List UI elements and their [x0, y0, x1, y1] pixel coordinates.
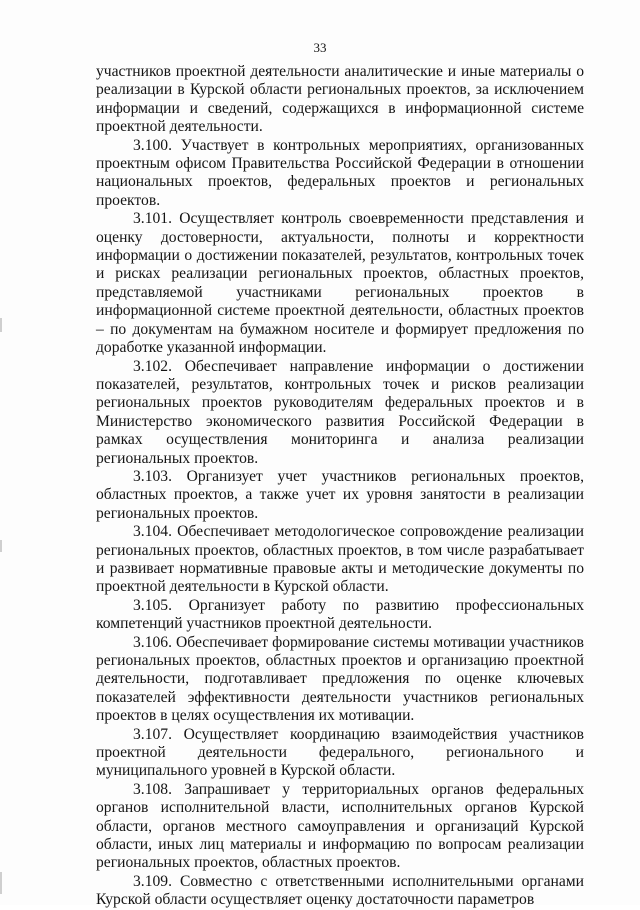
- paragraph-3-103: 3.103. Организует учет участников региональных проектов, областных проектов, а также учет их уровня занятости в реализации региональных проектов.: [96, 467, 584, 522]
- document-body: [96, 63, 584, 910]
- paragraph-3-109: 3.109. Совместно с ответственными исполнительными органами Курской области осуществляет оценку достаточности параметров: [96, 872, 584, 909]
- scan-edge-mark: [0, 872, 2, 894]
- paragraph-3-105: 3.105. Организует работу по развитию профессиональных компетенций участников проектной деятельности.: [96, 596, 584, 633]
- paragraph-3-106: 3.106. Обеспечивает формирование системы мотивации участников региональных проектов, областных проектов и организацию проектной деятельности, подготавливает предложения по оценке ключевых показателей эффективности деятельности участников региональных проектов в целях осуществления их мотивации.: [96, 633, 584, 725]
- paragraph-3-100: 3.100. Участвует в контрольных мероприятиях, организованных проектным офисом Правительства Российской Федерации в отношении национальных проектов, федеральных проектов и региональных проектов.: [96, 136, 584, 209]
- paragraph-3-104: 3.104. Обеспечивает методологическое сопровождение реализации региональных проектов, областных проектов, в том числе разрабатывает и развивает нормативные правовые акты и методические документы по проектной деятельности в Курской области.: [96, 523, 584, 596]
- paragraph-3-107: 3.107. Осуществляет координацию взаимодействия участников проектной деятельности федерального, регионального и муниципального уровней в Курской области.: [96, 725, 584, 780]
- paragraph-3-101: 3.101. Осуществляет контроль своевременности представления и оценку достоверности, актуальности, полноты и корректности информации о достижении показателей, результатов, контрольных точек и рисках реализации региональных проектов, областных проектов, представляемой участниками региональных проектов в информационной системе проектной деятельности, областных проектов – по документам на бумажном носителе и формирует предложения по доработке указанной информации.: [96, 210, 584, 357]
- paragraph-continuation: участников проектной деятельности аналитические и иные материалы о реализации в Курской области региональных проектов, за исключением информации и сведений, содержащихся в информационной системе проектной деятельности.: [96, 63, 584, 136]
- paragraph-3-102: 3.102. Обеспечивает направление информации о достижении показателей, результатов, контрольных точек и рисков реализации региональных проектов руководителям федеральных проектов и в Министерство экономического развития Российской Федерации в рамках осуществления мониторинга и анализа реализации региональных проектов.: [96, 357, 584, 467]
- page-number: 33: [313, 40, 327, 55]
- paragraph-3-108: 3.108. Запрашивает у территориальных органов федеральных органов исполнительной власти, исполнительных органов Курской области, органов местного самоуправления и организаций Курской области, иных лиц материалы и информацию по вопросам реализации региональных проектов, областных проектов.: [96, 780, 584, 872]
- scan-edge-mark: [0, 318, 2, 332]
- scan-edge-mark: [0, 540, 2, 552]
